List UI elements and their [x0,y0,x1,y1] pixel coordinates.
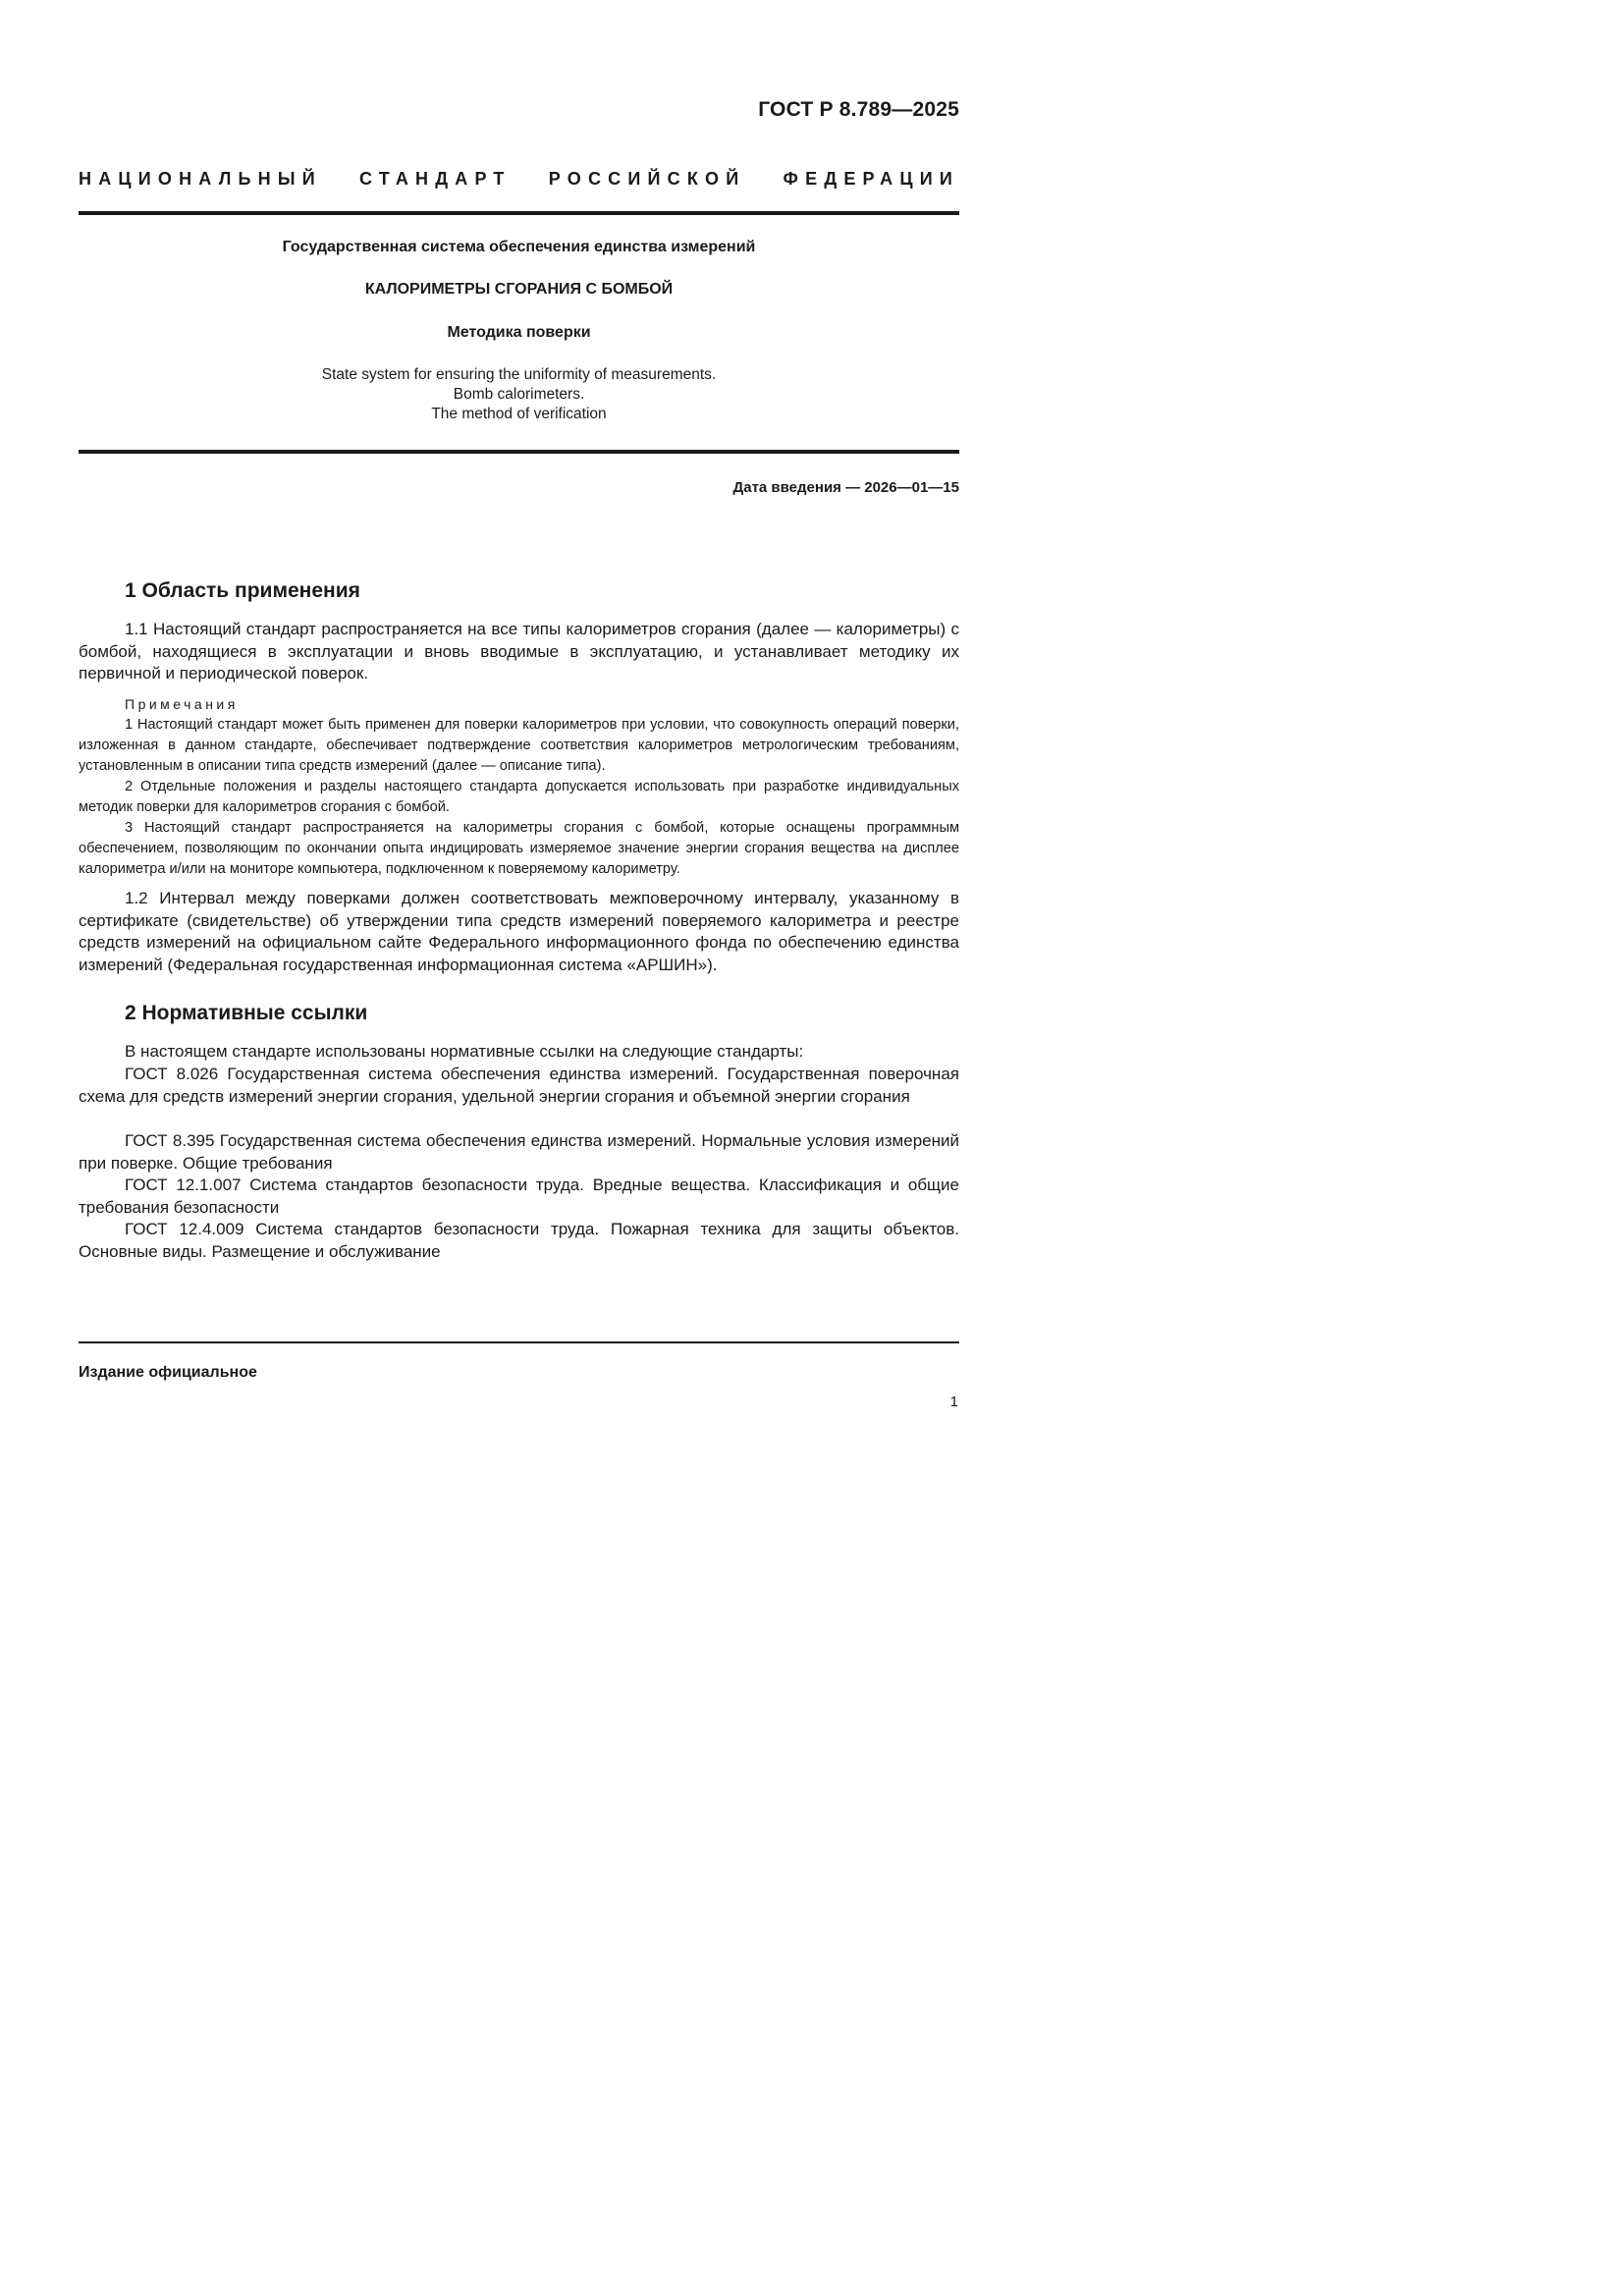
footer-divider [79,1341,959,1343]
notes-heading: Примечания [125,696,239,712]
section-heading-scope: 1 Область применения [125,579,360,602]
reference-item: ГОСТ 8.395 Государственная система обеспечения единства измерений. Нормальные условия измерений при поверке. Общие требования [79,1131,959,1173]
document-page [0,0,1084,1533]
page-number: 1 [949,1394,958,1410]
title-main: КАЛОРИМЕТРЫ СГОРАНИЯ С БОМБОЙ [364,281,674,298]
title-subtitle: Методика поверки [447,324,591,341]
note-item: 3 Настоящий стандарт распространяется на калориметры сгорания с бомбой, которые оснащены программным обеспечением, позволяющим по окончании опыта индицировать измеряемое значение энергии сгорания вещества на дисплее калориметра и/или на мониторе компьютера, подключенном к поверяемому калориметру. [79,820,959,877]
reference-item: ГОСТ 12.1.007 Система стандартов безопасности труда. Вредные вещества. Классификация и общие требования безопасности [79,1175,959,1217]
paragraph-1-1: 1.1 Настоящий стандарт распространяется на все типы калориметров сгорания (далее — калориметры) с бомбой, находящиеся в эксплуатации и вновь вводимые в эксплуатацию, и устанавливает методику их первичной и периодической поверок. [79,620,959,683]
note-item: 2 Отдельные положения и разделы настоящего стандарта допускается использовать при разработке индивидуальных методик поверки для калориметров сгорания с бомбой. [79,779,959,815]
title-system: Государственная система обеспечения единства измерений [282,239,756,255]
header-divider-bottom [79,450,959,454]
references-intro: В настоящем стандарте использованы нормативные ссылки на следующие стандарты: [125,1042,804,1061]
official-edition-label: Издание официальное [79,1364,257,1381]
header-divider-top [79,211,959,215]
reference-item: ГОСТ 8.026 Государственная система обеспечения единства измерений. Государственная поверочная схема для средств измерений энергии сгорания, удельной энергии сгорания и объемной энергии сгорания [79,1065,959,1106]
section-heading-references: 2 Нормативные ссылки [125,1002,368,1024]
note-item: 1 Настоящий стандарт может быть применен для поверки калориметров при условии, что совокупность операций поверки, изложенная в данном стандарте, обеспечивает подтверждение соответствия калориметров метрологическим требованиям, установленным в описании типа средств измерений (далее — описание типа). [79,717,959,774]
reference-item: ГОСТ 12.4.009 Система стандартов безопасности труда. Пожарная техника для защиты объектов. Основные виды. Размещение и обслуживание [79,1220,959,1261]
english-title-line: The method of verification [431,406,607,422]
standard-number: ГОСТ Р 8.789—2025 [758,98,959,121]
english-title [79,365,959,424]
paragraph-1-2: 1.2 Интервал между поверками должен соответствовать межповерочному интервалу, указанному в сертификате (свидетельстве) об утверждении типа средств измерений поверяемого калориметра и реестре средств измерений на официальном сайте Федерального информационного фонда по обеспечению единства измерений (Федеральная государственная информационная система «АРШИН»). [79,889,959,974]
national-standard-title: НАЦИОНАЛЬНЫЙ СТАНДАРТ РОССИЙСКОЙ ФЕДЕРАЦИИ [79,169,959,189]
introduction-date: Дата введения — 2026—01—15 [732,479,959,496]
english-title-line: Bomb calorimeters. [453,386,585,403]
english-title-line: State system for ensuring the uniformity of measurements. [321,366,717,383]
